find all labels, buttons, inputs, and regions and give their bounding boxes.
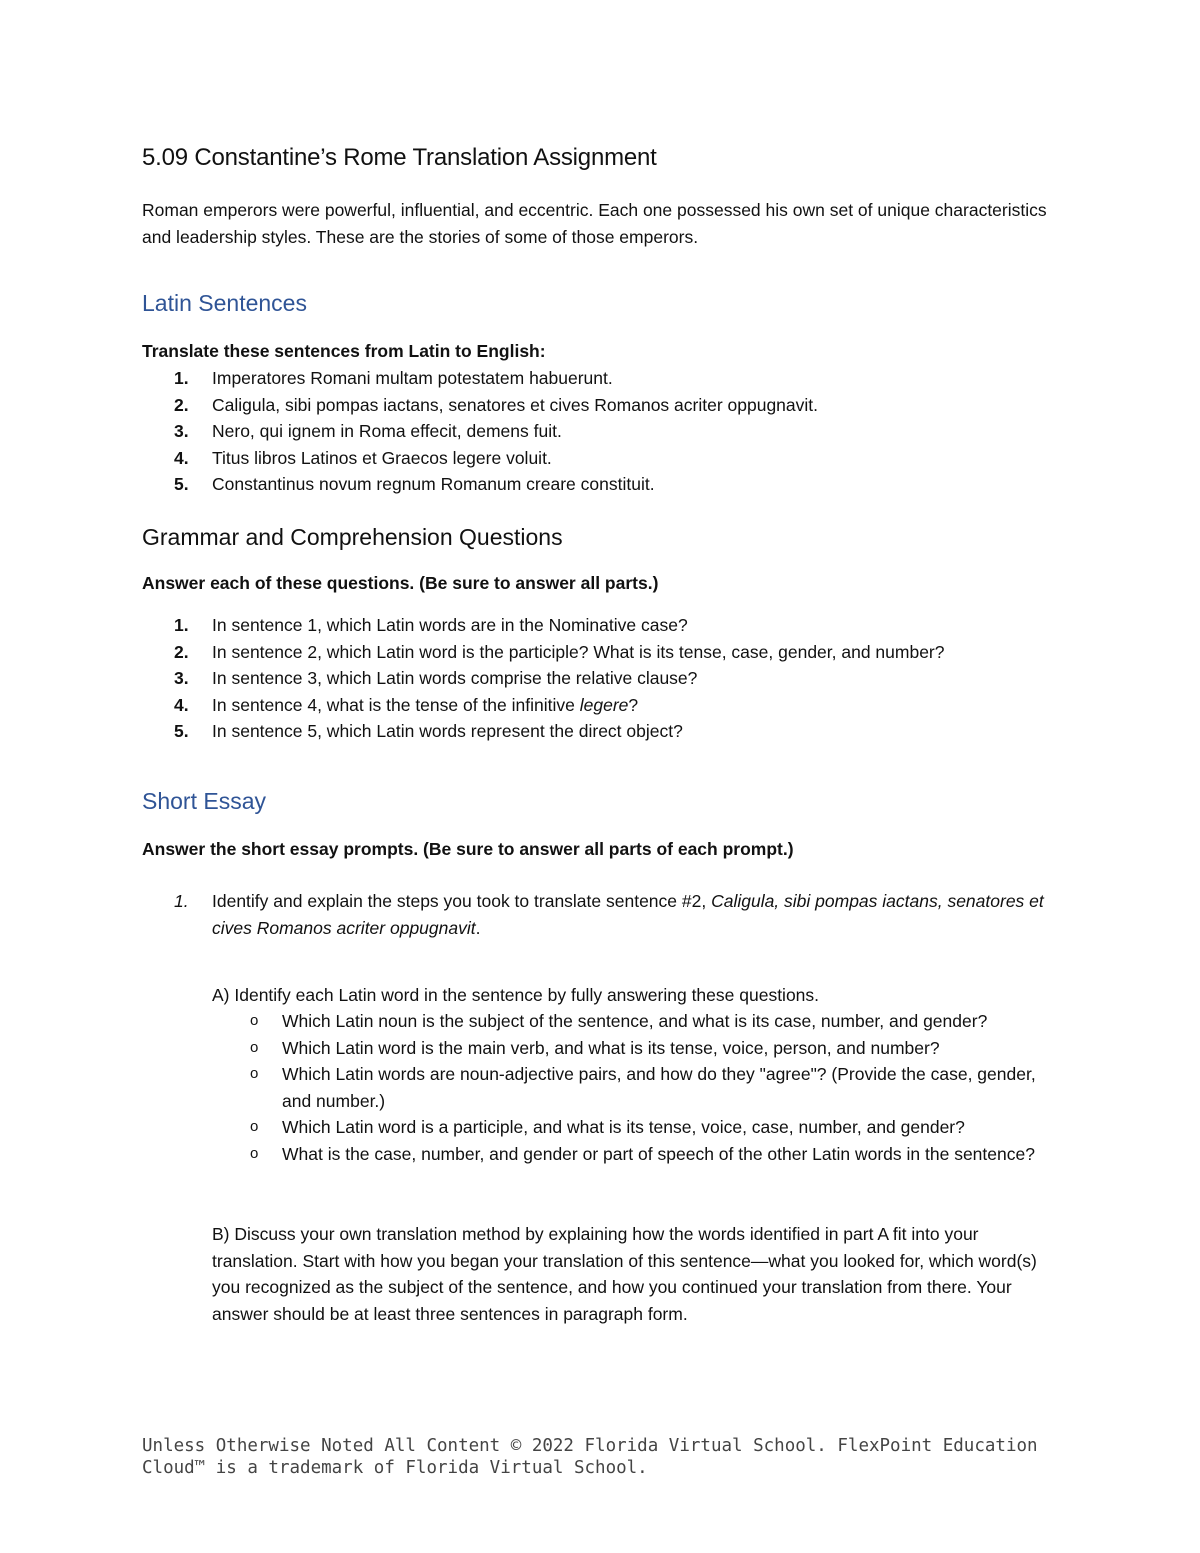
item-text: In sentence 1, which Latin words are in the Nominative case? xyxy=(212,615,688,635)
grammar-heading: Grammar and Comprehension Questions xyxy=(142,524,563,550)
item-text: Nero, qui ignem in Roma effecit, demens fuit. xyxy=(212,421,562,441)
prompt-text-italic: Caligula, sibi pompas iactans, senatores et cives Romanos acriter oppugnavit xyxy=(212,891,1044,938)
copyright-footer: Unless Otherwise Noted All Content © 2022 Florida Virtual School. FlexPoint Education Cloud™ is a trademark of Florida Virtual School. xyxy=(142,1436,1038,1478)
list-item xyxy=(142,639,1072,666)
item-number: 4. xyxy=(174,694,189,715)
bullet-icon: o xyxy=(250,1012,259,1029)
list-item xyxy=(142,445,1072,472)
latin-sentence-list xyxy=(142,365,1072,498)
list-item xyxy=(212,1061,1062,1114)
item-text: Titus libros Latinos et Graecos legere voluit. xyxy=(212,447,552,468)
bullet-icon: o xyxy=(250,1144,259,1162)
item-text: Constantinus novum regnum Romanum creare constituit. xyxy=(212,474,655,494)
bullet-icon: o xyxy=(250,1038,259,1056)
list-item xyxy=(142,692,1072,719)
list-item xyxy=(142,718,1072,745)
item-number: 1. xyxy=(174,368,189,388)
page-title: 5.09 Constantine’s Rome Translation Assignment xyxy=(142,144,657,171)
item-number: 5. xyxy=(174,474,189,494)
bullet-text: What is the case, number, and gender or part of speech of the other Latin words in the sentence? xyxy=(282,1143,1035,1164)
grammar-instruction: Answer each of these questions. (Be sure to answer all parts.) xyxy=(142,573,659,593)
list-item xyxy=(212,1114,1062,1141)
list-item xyxy=(212,1035,1062,1062)
item-number: 4. xyxy=(174,447,189,468)
item-number: 3. xyxy=(174,668,189,688)
item-number: 2. xyxy=(174,394,189,415)
item-text: In sentence 3, which Latin words comprise the relative clause? xyxy=(212,668,698,688)
bullet-text: Which Latin word is the main verb, and what is its tense, voice, person, and number? xyxy=(282,1037,940,1058)
item-text: In sentence 4, what is the tense of the infinitive xyxy=(212,694,580,715)
item-text: Imperatores Romani multam potestatem habuerunt. xyxy=(212,368,613,388)
part-b-text: B) Discuss your own translation method by explaining how the words identified in part A fit into your translation. Start with how you began your translation of this sentence—what you looked for, which word(s) you recognized as the subject of the sentence, and how you continued your translation from there. Your answer should be at least three sentences in paragraph form. xyxy=(212,1224,1037,1324)
item-number: 1. xyxy=(174,615,189,635)
grammar-question-list xyxy=(142,612,1072,745)
list-item xyxy=(142,471,1072,498)
item-number: 5. xyxy=(174,721,189,741)
intro-paragraph: Roman emperors were powerful, influential, and eccentric. Each one possessed his own set of unique characteristics and leadership styles. These are the stories of some of those emperors. xyxy=(142,200,1047,247)
list-item xyxy=(142,365,1072,392)
bullet-text: Which Latin noun is the subject of the sentence, and what is its case, number, and gender? xyxy=(282,1011,988,1031)
part-a-text: A) Identify each Latin word in the sentence by fully answering these questions. xyxy=(212,985,820,1005)
list-item xyxy=(142,665,1072,692)
list-item xyxy=(142,612,1072,639)
latin-sentences-heading: Latin Sentences xyxy=(142,290,307,316)
part-a-bullet-list xyxy=(212,1008,1062,1167)
bullet-icon: o xyxy=(250,1065,259,1082)
item-number: 1. xyxy=(174,891,189,911)
list-item xyxy=(142,418,1072,445)
prompt-text-end: . xyxy=(475,917,481,938)
latin-instruction: Translate these sentences from Latin to English: xyxy=(142,341,546,361)
item-text: ? xyxy=(628,694,639,715)
list-item xyxy=(212,1008,1062,1035)
item-text-italic: legere xyxy=(579,694,629,715)
item-text: In sentence 2, which Latin word is the participle? What is its tense, case, gender, and number? xyxy=(212,641,945,662)
bullet-icon: o xyxy=(250,1118,259,1135)
list-item xyxy=(212,1141,1062,1168)
item-text: In sentence 5, which Latin words represent the direct object? xyxy=(212,721,683,741)
list-item xyxy=(142,392,1072,419)
item-text: Caligula, sibi pompas iactans, senatores et cives Romanos acriter oppugnavit. xyxy=(212,394,819,415)
item-text xyxy=(212,888,1072,941)
bullet-text: Which Latin word is a participle, and what is its tense, voice, case, number, and gender? xyxy=(282,1117,965,1137)
essay-prompt-1 xyxy=(142,888,1072,941)
short-essay-heading: Short Essay xyxy=(142,788,266,814)
bullet-text: Which Latin words are noun-adjective pairs, and how do they "agree"? (Provide the case, gender, and number.) xyxy=(282,1064,1036,1111)
prompt-text: Identify and explain the steps you took to translate sentence #2, xyxy=(212,891,712,911)
item-number: 2. xyxy=(174,641,189,662)
essay-instruction: Answer the short essay prompts. (Be sure to answer all parts of each prompt.) xyxy=(142,839,794,859)
item-number: 3. xyxy=(174,421,189,441)
